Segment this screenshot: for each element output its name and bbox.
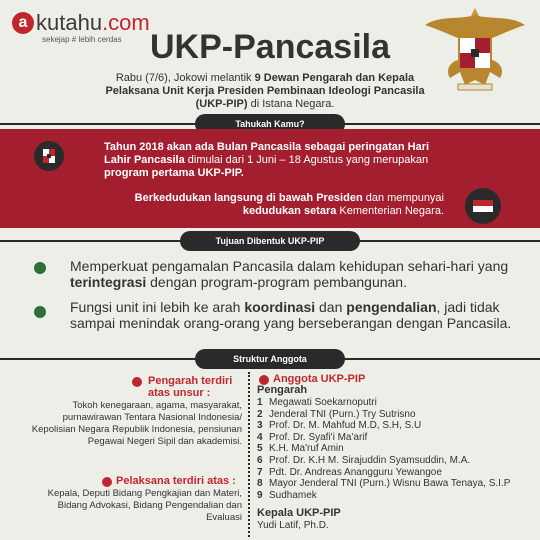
member-item	[257, 397, 537, 409]
member-item	[257, 490, 537, 502]
logo-mark: a	[12, 12, 34, 34]
intro-text: Rabu (7/6), Jokowi melantik 9 Dewan Pengarah dan Kepala Pelaksana Unit Kerja Presiden Pembinaan Ideologi Pancasila (UKP-PIP) di Istana Negara.	[105, 72, 425, 110]
anggota-heading: Anggota UKP-PIP	[273, 373, 366, 385]
logo-text: kutahu.com	[36, 10, 150, 35]
fact-kedudukan: Berkedudukan langsung di bawah Presiden dan mempunyai kedudukan setara Kementerian Negara.	[134, 192, 444, 217]
kepala-heading: Kepala UKP-PIP	[257, 507, 341, 519]
fact-bulan-pancasila: Tahun 2018 akan ada Bulan Pancasila sebagai peringatan Hari Lahir Pancasila dimulai dari 1 Juni – 18 Agustus yang merupakan program pertama UKP-PIP.	[104, 141, 430, 179]
member-name: Pdt. Dr. Andreas Anangguru Yewangoe	[269, 466, 442, 478]
member-name: Megawati Soekarnoputri	[269, 397, 377, 408]
member-number: 7	[257, 466, 263, 478]
indonesia-flag-icon	[465, 188, 501, 224]
member-number: 2	[257, 408, 263, 420]
logo-tagline: sekejap # lebih cerdas	[42, 35, 122, 44]
section-struktur: Struktur Anggota	[195, 349, 345, 369]
member-item	[257, 455, 537, 467]
member-name: Prof. Dr. Syafi'i Ma'arif	[269, 431, 368, 443]
bullet-icon	[34, 262, 46, 274]
member-item	[257, 467, 537, 479]
member-item	[257, 432, 537, 444]
pancasila-shield-icon	[34, 141, 64, 171]
member-name: K.H. Ma'ruf Amin	[269, 443, 344, 455]
member-name: Prof. Dr. K.H M. Sirajuddin Syamsuddin, M.A.	[269, 454, 471, 466]
kepala-name: Yudi Latif, Ph.D.	[257, 520, 329, 531]
member-number: 1	[257, 397, 263, 408]
bullet-icon	[34, 306, 46, 318]
section-tahukah: Tahukah Kamu?	[195, 114, 345, 134]
member-number: 9	[257, 489, 263, 501]
member-list	[257, 397, 537, 501]
member-name: Sudhamek	[269, 489, 317, 501]
pengarah-subheading: Pengarah	[257, 384, 308, 396]
column-separator	[248, 372, 250, 537]
section-tujuan: Tujuan Dibentuk UKP-PIP	[180, 231, 360, 251]
member-name: Prof. Dr. M. Mahfud M.D, S.H, S.U	[269, 420, 422, 432]
pelaksana-body: Kepala, Deputi Bidang Pengkajian dan Materi, Bidang Advokasi, Bidang Pengendalian dan Evaluasi	[47, 488, 242, 523]
member-item	[257, 409, 537, 421]
member-number: 6	[257, 454, 263, 466]
page-title: UKP-Pancasila	[150, 28, 390, 66]
pelaksana-heading: Pelaksana terdiri atas :	[116, 475, 236, 487]
member-name: Jenderal TNI (Purn.) Try Sutrisno	[269, 408, 416, 420]
member-item	[257, 478, 537, 490]
bullet-icon	[102, 477, 112, 487]
pengarah-heading: Pengarah terdiri atas unsur :	[148, 375, 233, 399]
member-item	[257, 443, 537, 455]
member-item	[257, 420, 537, 432]
goal-1: Memperkuat pengamalan Pancasila dalam kehidupan sehari-hari yang terintegrasi dengan program-program pembangunan.	[70, 258, 509, 290]
member-number: 3	[257, 420, 263, 432]
pengarah-body: Tokoh kenegaraan, agama, masyarakat, purnawirawan Tentara Nasional Indonesia/ Kepolisian Negara Republik Indonesia, pensiunan Pegawai Negeri Sipil dan akademisi.	[31, 400, 242, 447]
member-number: 5	[257, 443, 263, 455]
member-name: Mayor Jenderal TNI (Purn.) Wisnu Bawa Tenaya, S.I.P	[269, 478, 511, 490]
member-number: 4	[257, 431, 263, 443]
goal-2: Fungsi unit ini lebih ke arah koordinasi dan pengendalian, jadi tidak sampai menindak orang-orang yang berseberangan dengan Pancasila.	[70, 299, 512, 331]
bullet-icon	[132, 377, 142, 387]
member-number: 8	[257, 478, 263, 490]
